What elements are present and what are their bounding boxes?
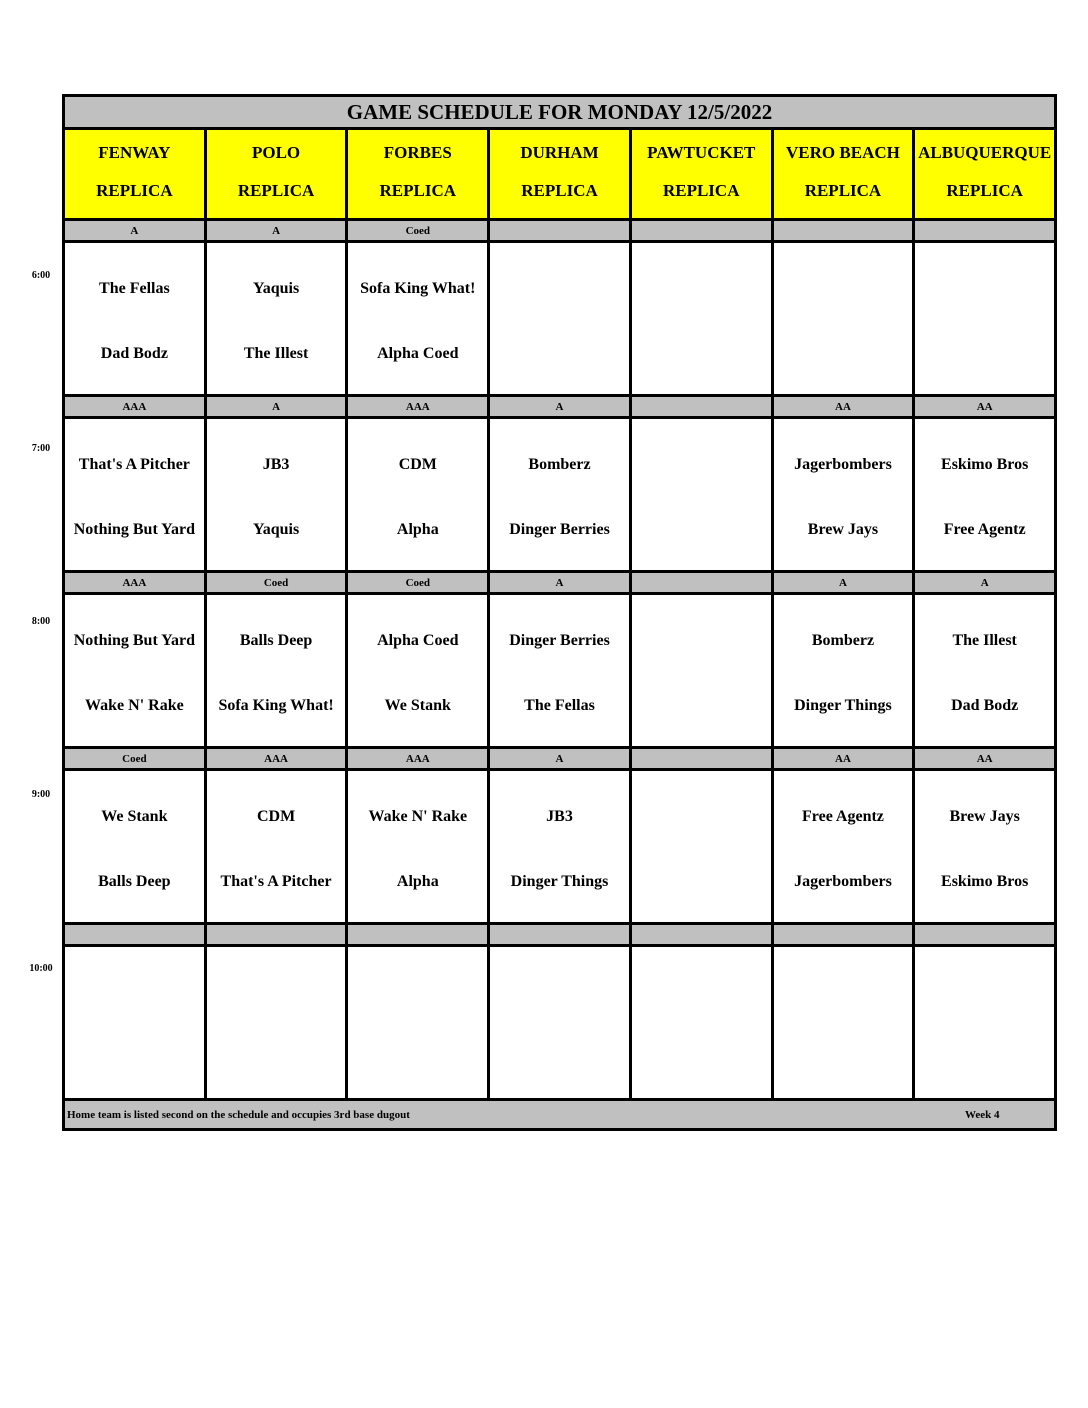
game-cell <box>207 419 349 570</box>
field-subtitle: REPLICA <box>379 181 457 200</box>
division-label: AA <box>774 749 916 768</box>
division-label <box>490 221 632 240</box>
field-header <box>348 130 490 218</box>
game-cell <box>490 243 632 394</box>
home-team: That's A Pitcher <box>220 872 332 890</box>
game-row <box>65 947 1054 1101</box>
field-subtitle: REPLICA <box>662 181 740 200</box>
game-cell <box>774 243 916 394</box>
division-row <box>65 397 1054 419</box>
game-cell <box>915 771 1054 922</box>
field-name: FORBES <box>383 143 452 162</box>
division-label <box>915 221 1054 240</box>
game-cell <box>632 947 774 1098</box>
game-cell <box>65 595 207 746</box>
division-label <box>632 573 774 592</box>
field-subtitle: REPLICA <box>96 181 173 200</box>
division-label <box>915 925 1054 944</box>
away-team: CDM <box>398 456 437 474</box>
game-cell <box>490 419 632 570</box>
away-team: We Stank <box>101 808 168 826</box>
field-name: ALBUQUERQUE <box>918 143 1052 162</box>
away-team: Sofa King What! <box>360 280 476 298</box>
away-team: The Fellas <box>99 280 170 298</box>
time-label: 6:00 <box>31 270 51 281</box>
schedule-table <box>62 94 1057 1131</box>
game-cell <box>490 771 632 922</box>
home-team: The Illest <box>243 344 309 362</box>
division-row <box>65 221 1054 243</box>
field-header <box>915 130 1054 218</box>
game-cell <box>348 771 490 922</box>
field-name: POLO <box>251 143 301 162</box>
division-label: A <box>65 221 207 240</box>
division-label: AAA <box>207 749 349 768</box>
division-label: A <box>774 573 916 592</box>
home-team: Sofa King What! <box>218 696 334 714</box>
game-cell <box>490 947 632 1098</box>
home-team: Free Agentz <box>943 520 1026 538</box>
game-row <box>65 419 1054 573</box>
game-cell <box>774 595 916 746</box>
field-subtitle: REPLICA <box>237 181 315 200</box>
away-team: Nothing But Yard <box>73 632 195 650</box>
division-label <box>632 221 774 240</box>
field-header <box>207 130 349 218</box>
away-team: The Illest <box>952 632 1017 650</box>
game-row <box>65 595 1054 749</box>
game-cell <box>348 243 490 394</box>
division-label: AAA <box>65 573 207 592</box>
game-cell <box>348 947 490 1098</box>
division-label <box>774 925 916 944</box>
game-cell <box>207 947 349 1098</box>
home-team: Alpha <box>396 872 439 890</box>
division-label <box>490 925 632 944</box>
home-team: Dad Bodz <box>951 696 1019 714</box>
division-label <box>348 925 490 944</box>
field-header-row <box>65 130 1054 221</box>
division-label: A <box>490 749 632 768</box>
game-cell <box>915 419 1054 570</box>
home-team: The Fellas <box>524 696 595 714</box>
field-header <box>490 130 632 218</box>
home-team: Dinger Berries <box>509 520 610 538</box>
away-team: Wake N' Rake <box>368 808 468 826</box>
division-label: A <box>490 573 632 592</box>
home-team: Wake N' Rake <box>85 696 184 714</box>
home-team: Dinger Things <box>794 696 892 714</box>
field-subtitle: REPLICA <box>946 181 1023 200</box>
away-team: Alpha Coed <box>377 632 459 650</box>
home-team: Alpha <box>396 520 439 538</box>
division-label: Coed <box>348 573 490 592</box>
footer-bar <box>65 1101 1054 1128</box>
game-cell <box>490 595 632 746</box>
division-label: A <box>207 397 349 416</box>
field-subtitle: REPLICA <box>804 181 882 200</box>
division-label: AAA <box>348 749 490 768</box>
division-label: AA <box>774 397 916 416</box>
home-team: Nothing But Yard <box>73 520 195 538</box>
game-cell <box>65 419 207 570</box>
division-label: AA <box>915 397 1054 416</box>
field-name: PAWTUCKET <box>647 143 756 162</box>
away-team: JB3 <box>546 808 573 826</box>
division-label: AAA <box>348 397 490 416</box>
field-header <box>774 130 916 218</box>
home-team: Balls Deep <box>98 872 171 890</box>
away-team: Yaquis <box>252 280 300 298</box>
field-header <box>65 130 207 218</box>
game-cell <box>65 771 207 922</box>
time-label: 9:00 <box>31 789 51 800</box>
away-team: Eskimo Bros <box>941 456 1029 474</box>
home-team: Brew Jays <box>807 520 879 538</box>
field-header <box>632 130 774 218</box>
game-cell <box>348 595 490 746</box>
field-name: DURHAM <box>520 143 599 162</box>
division-row <box>65 749 1054 771</box>
time-label: 7:00 <box>31 443 51 454</box>
division-label <box>65 925 207 944</box>
game-row <box>65 771 1054 925</box>
game-row <box>65 243 1054 397</box>
game-cell <box>348 419 490 570</box>
home-team: Alpha Coed <box>377 344 459 362</box>
division-label: A <box>490 397 632 416</box>
division-label: AA <box>915 749 1054 768</box>
division-label <box>632 925 774 944</box>
division-row <box>65 925 1054 947</box>
home-team-note: Home team is listed second on the schedule and occupies 3rd base dugout <box>67 1109 410 1121</box>
division-label: A <box>915 573 1054 592</box>
field-name: FENWAY <box>98 143 171 162</box>
game-cell <box>632 419 774 570</box>
game-cell <box>915 595 1054 746</box>
home-team: Jagerbombers <box>794 872 892 890</box>
division-label: Coed <box>65 749 207 768</box>
away-team: JB3 <box>262 456 290 474</box>
away-team: That's A Pitcher <box>78 456 190 474</box>
home-team: Yaquis <box>252 520 300 538</box>
game-cell <box>207 595 349 746</box>
division-label <box>632 749 774 768</box>
home-team: Dad Bodz <box>100 344 168 362</box>
game-cell <box>207 771 349 922</box>
division-row <box>65 573 1054 595</box>
home-team: We Stank <box>384 696 451 714</box>
field-subtitle: REPLICA <box>521 181 598 200</box>
away-team: CDM <box>256 808 296 826</box>
home-team: Eskimo Bros <box>941 872 1029 890</box>
away-team: Brew Jays <box>949 808 1020 826</box>
home-team: Dinger Things <box>510 872 609 890</box>
week-label: Week 4 <box>965 1109 1000 1121</box>
game-cell <box>207 243 349 394</box>
division-label <box>632 397 774 416</box>
division-label: AAA <box>65 397 207 416</box>
game-cell <box>65 243 207 394</box>
division-label <box>774 221 916 240</box>
time-label: 10:00 <box>29 963 53 974</box>
field-name: VERO BEACH <box>786 143 900 162</box>
away-team: Bomberz <box>528 456 591 474</box>
division-label <box>207 925 349 944</box>
game-cell <box>774 947 916 1098</box>
schedule-title: GAME SCHEDULE FOR MONDAY 12/5/2022 <box>65 97 1054 130</box>
game-cell <box>774 419 916 570</box>
division-label: Coed <box>207 573 349 592</box>
away-team: Jagerbombers <box>794 456 892 474</box>
away-team: Bomberz <box>811 632 875 650</box>
division-label: Coed <box>348 221 490 240</box>
away-team: Dinger Berries <box>509 632 610 650</box>
away-team: Free Agentz <box>802 808 884 826</box>
game-cell <box>915 243 1054 394</box>
game-cell <box>632 771 774 922</box>
game-cell <box>632 243 774 394</box>
game-cell <box>774 771 916 922</box>
time-label: 8:00 <box>31 616 51 627</box>
game-cell <box>65 947 207 1098</box>
division-label: A <box>207 221 349 240</box>
game-cell <box>632 595 774 746</box>
game-cell <box>915 947 1054 1098</box>
away-team: Balls Deep <box>239 632 313 650</box>
